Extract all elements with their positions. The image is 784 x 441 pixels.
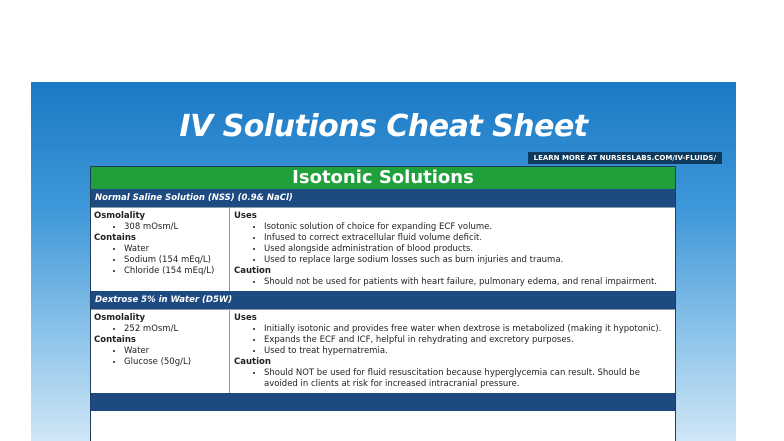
uses-label: Uses: [234, 313, 257, 323]
caution-label: Caution: [234, 357, 271, 367]
list-item: • Expands the ECF and ICF, helpful in rehydrating and excretory purposes.: [264, 335, 671, 346]
list-item: • Infused to correct extracellular fluid volume deficit.: [264, 233, 671, 244]
uses-list: [234, 324, 671, 357]
learn-more-link[interactable]: LEARN MORE AT NURSESLABS.COM/IV-FLUIDS/: [528, 152, 722, 164]
osmolality-list: [94, 222, 226, 233]
cheat-sheet: [31, 82, 736, 441]
solution-name: Dextrose 5% in Water (D5W): [91, 291, 675, 309]
composition-column: [91, 208, 230, 291]
solution-block-nss: [91, 189, 675, 291]
list-item: • Sodium (154 mEq/L): [124, 255, 226, 266]
contains-list: [94, 346, 226, 368]
composition-column: [91, 310, 230, 393]
uses-list: [234, 222, 671, 266]
list-item: • 308 mOsm/L: [124, 222, 226, 233]
osmolality-list: [94, 324, 226, 335]
list-item: • Water: [124, 346, 226, 357]
solution-row: [91, 207, 675, 291]
list-item: • Used to replace large sodium losses such as burn injuries and trauma.: [264, 255, 671, 266]
list-item: • Water: [124, 244, 226, 255]
solution-name: Normal Saline Solution (NSS) (0.9& NaCl): [91, 189, 675, 207]
osmolality-label: Osmolality: [94, 313, 146, 323]
page-title: IV Solutions Cheat Sheet: [179, 109, 588, 144]
section-heading: Isotonic Solutions: [91, 167, 675, 189]
uses-column: [230, 208, 675, 291]
list-item: • Used alongside administration of blood products.: [264, 244, 671, 255]
solution-row: [91, 309, 675, 393]
next-solution-band: [91, 393, 675, 411]
caution-list: [234, 368, 671, 390]
list-item: • Chloride (154 mEq/L): [124, 266, 226, 277]
contains-list: [94, 244, 226, 277]
list-item: • Initially isotonic and provides free water when dextrose is metabolized (making it hypotonic).: [264, 324, 671, 335]
list-item: • 252 mOsm/L: [124, 324, 226, 335]
isotonic-table: [90, 166, 676, 441]
contains-label: Contains: [94, 233, 136, 243]
uses-label: Uses: [234, 211, 257, 221]
osmolality-label: Osmolality: [94, 211, 146, 221]
caution-label: Caution: [234, 266, 271, 276]
list-item: • Glucose (50g/L): [124, 357, 226, 368]
solution-block-d5w: [91, 291, 675, 393]
list-item: • Used to treat hypernatremia.: [264, 346, 671, 357]
list-item: • Isotonic solution of choice for expanding ECF volume.: [264, 222, 671, 233]
contains-label: Contains: [94, 335, 136, 345]
caution-list: [234, 277, 671, 288]
list-item: • Should not be used for patients with heart failure, pulmonary edema, and renal impairment.: [264, 277, 671, 288]
list-item: • Should NOT be used for fluid resuscitation because hyperglycemia can result. Should be avoided in clients at risk for increased intracranial pressure.: [264, 368, 671, 390]
uses-column: [230, 310, 675, 393]
